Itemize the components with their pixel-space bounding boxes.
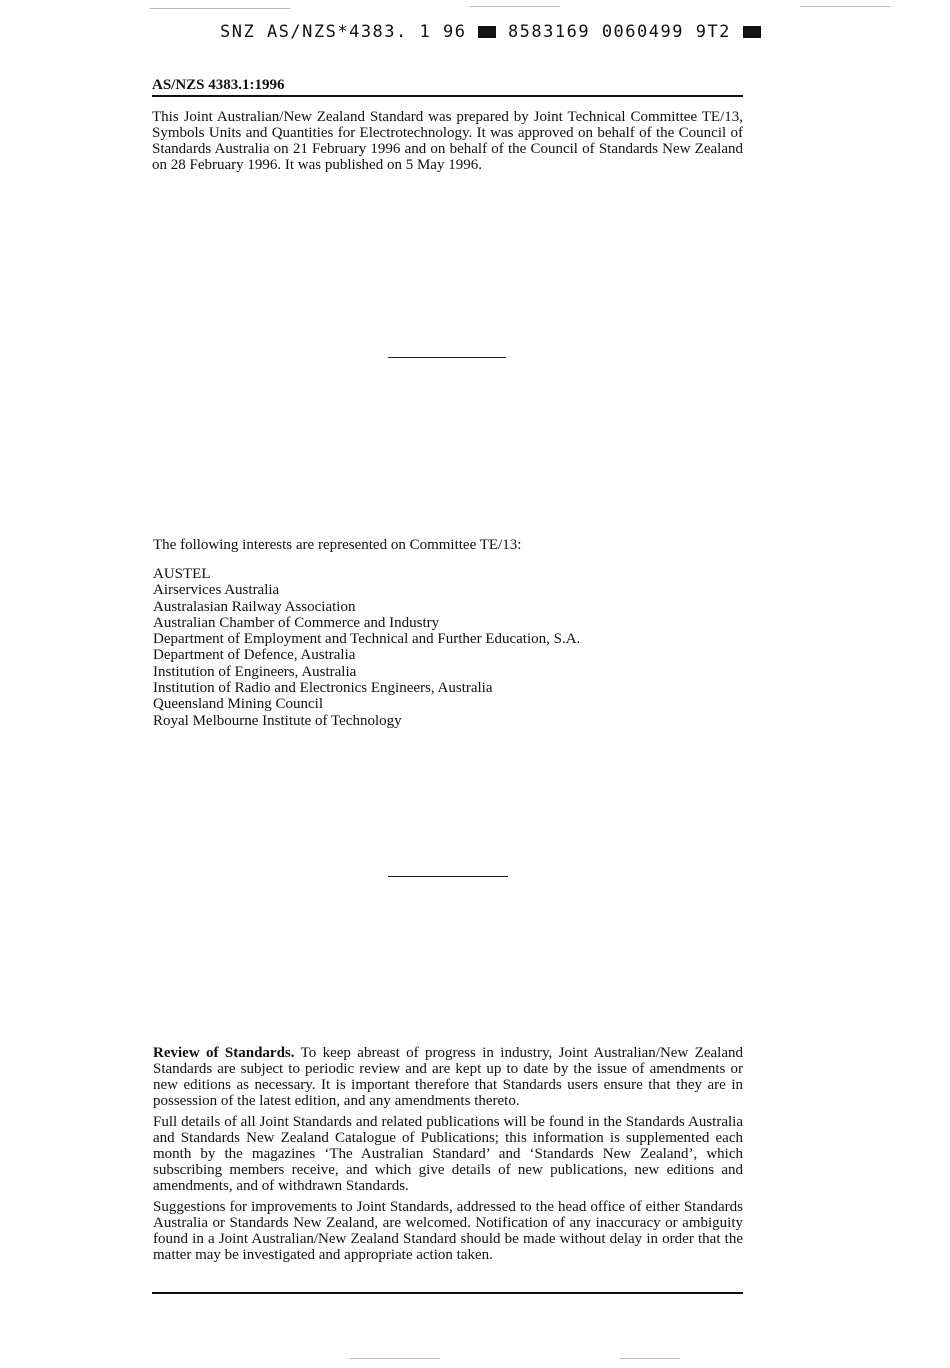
header-rule	[152, 95, 743, 97]
list-item: Australian Chamber of Commerce and Industry	[153, 614, 440, 631]
header-code-text: SNZ AS/NZS*4383. 1 96	[220, 22, 467, 42]
scan-artifact	[620, 1358, 680, 1359]
scan-artifact	[800, 6, 890, 7]
list-item: Australasian Railway Association	[153, 598, 356, 615]
list-item: Queensland Mining Council	[153, 696, 323, 713]
header-code	[220, 22, 761, 42]
section-divider	[388, 357, 506, 358]
review-paragraph-3: Suggestions for improvements to Joint Standards, addressed to the head office of either Standards Australia or Standards New Zealand, are welcomed. Notification of any inaccuracy or ambiguity found in a Joint Australian/New Zealand Standard should be made without delay in order that the matter may be investigated and appropriate action taken.	[153, 1199, 743, 1263]
document-id: AS/NZS 4383.1:1996	[152, 77, 285, 93]
list-item: Royal Melbourne Institute of Technology	[153, 712, 402, 729]
interests-heading: The following interests are represented on Committee TE/13:	[153, 537, 522, 553]
interests-list	[153, 566, 580, 729]
list-item: Institution of Engineers, Australia	[153, 663, 357, 680]
list-item: Department of Employment and Technical and Further Education, S.A.	[153, 631, 581, 648]
review-paragraph-1	[153, 1045, 743, 1109]
review-text-1: To keep abreast of progress in industry, Joint Australian/New Zealand Standards are subject to periodic review and are kept up to date by the issue of amendments or new editions as necessary. It is important therefore that Standards users ensure that they are in possession of the latest edition, and any amendments thereto.	[153, 1045, 743, 1109]
scan-artifact	[350, 1358, 440, 1359]
black-block-mark	[478, 26, 496, 38]
list-item: Department of Defence, Australia	[153, 647, 356, 664]
intro-paragraph: This Joint Australian/New Zealand Standard was prepared by Joint Technical Committee TE/13, Symbols Units and Quantities for Electrotechnology. It was approved on behalf of the Council of Standards Australia on 21 February 1996 and on behalf of the Council of Standards New Zealand on 28 February 1996. It was published on 5 May 1996.	[152, 109, 743, 173]
section-divider	[388, 876, 508, 877]
list-item: Airservices Australia	[153, 582, 280, 599]
header-code-text-2: 8583169 0060499 9T2	[507, 22, 731, 42]
black-block-mark	[743, 26, 761, 38]
footer-rule	[152, 1292, 743, 1294]
scan-artifact	[470, 6, 560, 7]
review-of-standards	[153, 1045, 743, 1268]
review-paragraph-2: Full details of all Joint Standards and related publications will be found in the Standards Australia and Standards New Zealand Catalogue of Publications; this information is supplemented each month by the magazines ‘The Australian Standard’ and ‘Standards New Zealand’, which subscribing members receive, and which give details of new publications, new editions and amendments, and of withdrawn Standards.	[153, 1114, 743, 1194]
list-item: Institution of Radio and Electronics Engineers, Australia	[153, 680, 493, 697]
scan-artifact	[150, 8, 290, 9]
review-lead: Review of Standards.	[153, 1045, 295, 1061]
list-item: AUSTEL	[153, 566, 211, 582]
